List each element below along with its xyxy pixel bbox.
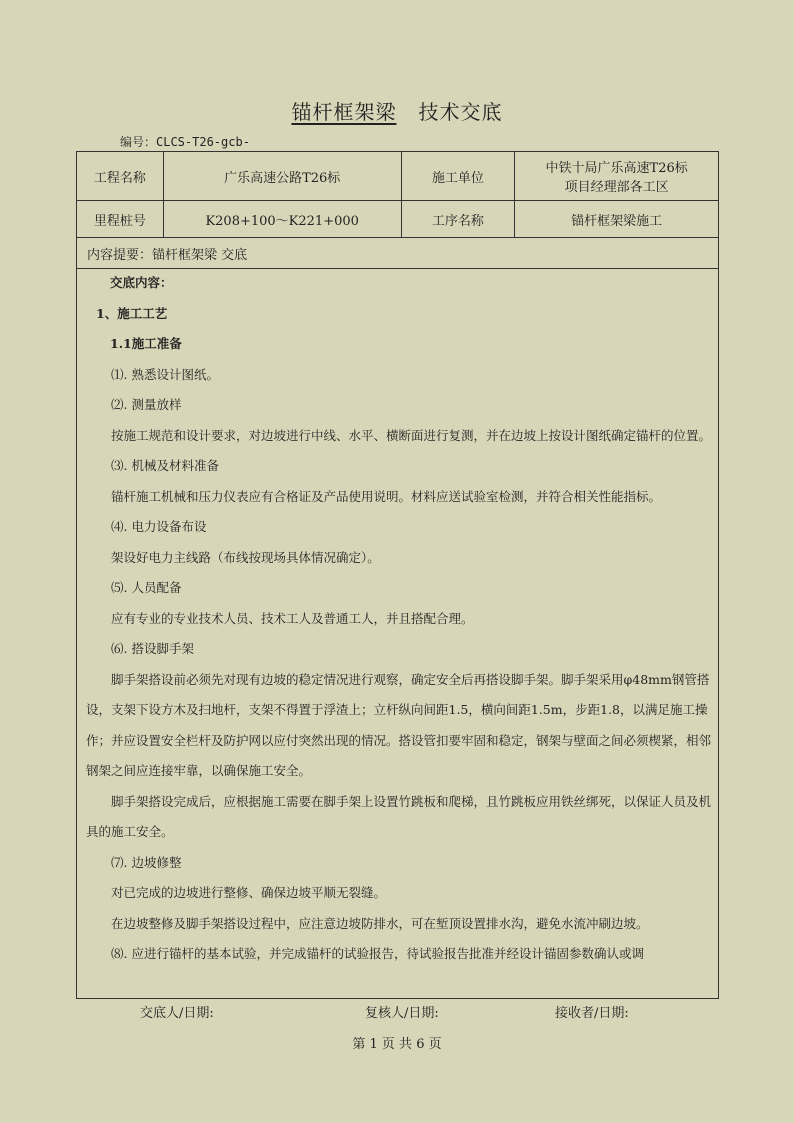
paragraph: ⑴. 熟悉设计图纸。 xyxy=(111,366,219,382)
document-number: 编号：CLCS-T26-gcb- xyxy=(120,135,250,149)
unit-line-1: 中铁十局广乐高速T26标 xyxy=(545,161,688,176)
paragraph: 应有专业的专业技术人员、技术工人及普通工人，并且搭配合理。 xyxy=(111,610,474,626)
project-name: 广乐高速公路T26标 xyxy=(163,152,401,201)
unit-line-2: 项目经理部各工区 xyxy=(564,180,669,195)
paragraph: ⑻. 应进行锚杆的基本试验，并完成锚杆的试验报告，待试验报告批准并经设计锚固参数确认或调 xyxy=(111,946,644,961)
content-heading: 交底内容： xyxy=(110,275,173,290)
paragraph: ⑹. 搭设脚手架 xyxy=(111,641,194,656)
paragraph: 在边坡整修及脚手架搭设过程中，应注意边坡防排水，可在堑顶设置排水沟，避免水流冲刷边坡。 xyxy=(111,915,649,931)
document-title xyxy=(0,96,794,125)
paragraph: ⑵. 测量放样 xyxy=(111,397,182,412)
mileage-value: K208+100～K221+000 xyxy=(163,201,401,238)
paragraph: 脚手架搭设前必须先对现有边坡的稳定情况进行观察，确定安全后再搭设脚手架。脚手架采用φ48mm钢管搭设，支架下设方木及扫地杆，支架不得置于浮渣上；立杆纵向间距1.5，横向间距1.5m，步距1.8，以满足施工操作；并应设置安全栏杆及防护网以应付突然出现的情况。搭设管扣要牢固和稳定，钢架与壁面之间必须楔紧，相邻钢架之间应连接牢靠，以确保施工安全。 xyxy=(86,671,712,778)
paragraph: ⑷. 电力设备布设 xyxy=(111,519,207,534)
process-label: 工序名称 xyxy=(401,201,515,238)
paragraph: 锚杆施工机械和压力仪表应有合格证及产品使用说明。材料应送试验室检测，并符合相关性能指标。 xyxy=(111,488,662,504)
process-value: 锚杆框架梁施工 xyxy=(515,201,719,238)
content-body xyxy=(76,268,719,999)
handover-signature: 交底人/日期: xyxy=(140,1006,214,1021)
paragraph: ⑸. 人员配备 xyxy=(111,580,182,595)
mileage-label: 里程桩号 xyxy=(77,201,164,238)
paragraph: 对已完成的边坡进行整修、确保边坡平顺无裂缝。 xyxy=(111,885,387,900)
section-heading: 1、施工工艺 xyxy=(96,305,168,321)
title-type: 技术交底 xyxy=(418,100,503,124)
receiver-signature: 接收者/日期: xyxy=(555,1006,629,1021)
paragraph: ⑶. 机械及材料准备 xyxy=(111,458,219,473)
subsection-heading: 1.1施工准备 xyxy=(110,336,182,351)
page-footer: 第 1 页 共 6 页 xyxy=(352,1037,442,1052)
title-topic: 锚杆框架梁 xyxy=(291,100,397,124)
paragraph: 架设好电力主线路（布线按现场具体情况确定）。 xyxy=(111,549,380,565)
paragraph: 脚手架搭设完成后，应根据施工需要在脚手架上设置竹跳板和爬梯，且竹跳板应用铁丝绑死，以保证人员及机具的施工安全。 xyxy=(86,793,712,839)
info-table xyxy=(76,151,719,269)
reviewer-signature: 复核人/日期: xyxy=(365,1006,439,1021)
paragraph: ⑺. 边坡修整 xyxy=(111,854,182,870)
project-name-label: 工程名称 xyxy=(77,152,164,201)
summary: 内容提要：锚杆框架梁 交底 xyxy=(77,238,719,269)
unit-label: 施工单位 xyxy=(401,152,515,201)
paragraph: 按施工规范和设计要求，对边坡进行中线、水平、横断面进行复测，并在边坡上按设计图纸确定锚杆的位置。 xyxy=(111,427,712,443)
unit-value xyxy=(515,152,719,201)
